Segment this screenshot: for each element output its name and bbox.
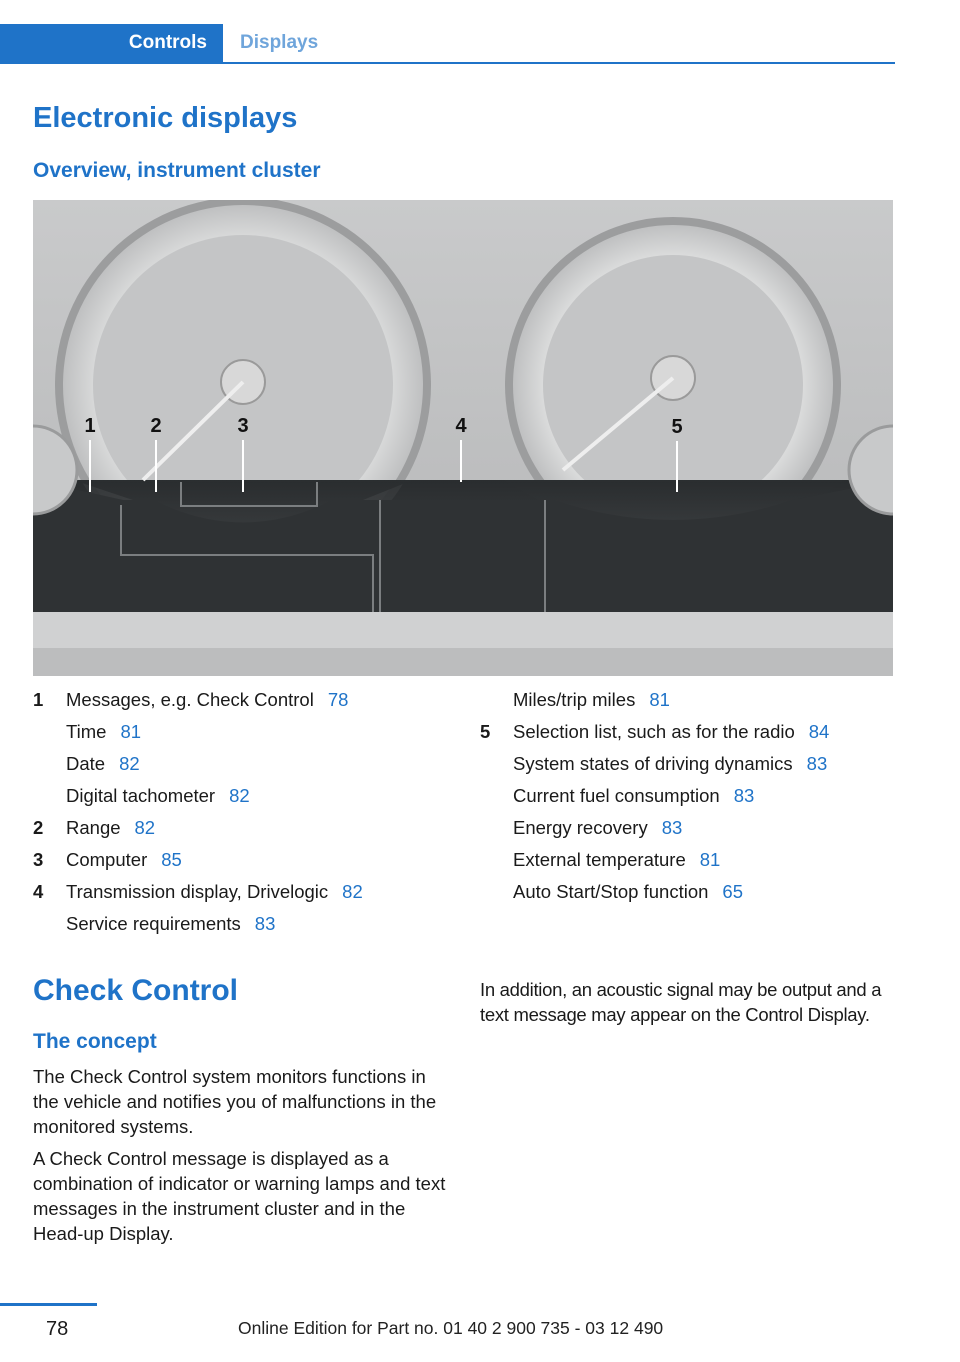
- chapter-header: [0, 24, 895, 64]
- page-reference-link[interactable]: 83: [733, 785, 755, 806]
- legend-number: 2: [33, 817, 44, 838]
- page-reference-link[interactable]: 78: [327, 689, 349, 710]
- legend-item: [33, 844, 363, 876]
- instrument-cluster-figure: [33, 200, 893, 676]
- page-reference-link[interactable]: 82: [342, 881, 363, 902]
- legend-item: [480, 812, 829, 844]
- legend-text: External temperature: [513, 849, 686, 870]
- page-reference-link[interactable]: 81: [120, 721, 142, 742]
- footer-rule: [0, 1303, 97, 1306]
- page-reference-link[interactable]: 82: [134, 817, 156, 838]
- legend-item: [33, 780, 363, 812]
- legend-text: Range: [66, 817, 121, 838]
- legend-item: [480, 684, 829, 716]
- legend-item: [33, 812, 363, 844]
- page-reference-link[interactable]: 65: [722, 881, 743, 902]
- legend-number: 5: [480, 721, 491, 742]
- legend-item: [480, 876, 829, 908]
- legend-item: [33, 716, 363, 748]
- legend-right: [480, 684, 829, 908]
- page-reference-link[interactable]: 84: [808, 721, 830, 742]
- svg-text:4: 4: [455, 415, 467, 437]
- legend-text: Miles/trip miles: [513, 689, 636, 710]
- svg-text:2: 2: [150, 415, 162, 437]
- legend-text: Selection list, such as for the radio: [513, 721, 795, 742]
- legend-text: Service requirements: [66, 913, 241, 934]
- concept-title: The concept: [33, 1030, 157, 1053]
- paragraph-message-display: A Check Control message is displayed as a combination of indicator or warning lamps and text messages in the instrument cluster and in the Head-up Display.: [33, 1148, 446, 1244]
- paragraph-monitoring: The Check Control system monitors functions in the vehicle and notifies you of malfunctions in the monitored systems.: [33, 1066, 437, 1137]
- legend-item: [33, 876, 363, 908]
- section-title: Electronic displays: [33, 102, 298, 134]
- page-reference-link[interactable]: 82: [229, 785, 250, 806]
- page-reference-link[interactable]: 83: [661, 817, 683, 838]
- legend-text: Auto Start/Stop function: [513, 881, 709, 902]
- page-reference-link[interactable]: 85: [161, 849, 182, 870]
- legend-number: 3: [33, 849, 44, 870]
- page-reference-link[interactable]: 81: [699, 849, 721, 870]
- legend-text: Transmission display, Drivelogic: [66, 881, 329, 902]
- legend-text: Digital tachometer: [66, 785, 216, 806]
- check-control-title: Check Control: [33, 974, 239, 1007]
- legend-item: [480, 716, 829, 748]
- legend-text: Computer: [66, 849, 148, 870]
- legend-item: [480, 844, 829, 876]
- svg-text:3: 3: [237, 415, 249, 437]
- legend-number: 1: [33, 689, 44, 710]
- legend-left: [33, 684, 363, 940]
- legend-text: Messages, e.g. Check Control: [66, 689, 314, 710]
- legend-number: 4: [33, 881, 44, 902]
- legend-item: [33, 684, 363, 716]
- subsection-title: Overview, instrument cluster: [33, 159, 321, 182]
- page-number: 78: [46, 1318, 69, 1340]
- legend-item: [33, 748, 363, 780]
- paragraph-acoustic-signal: In addition, an acoustic signal may be output and a text message may appear on the Control Display.: [480, 979, 882, 1025]
- page-reference-link[interactable]: 83: [254, 913, 276, 934]
- legend-item: [33, 908, 363, 940]
- svg-text:5: 5: [671, 416, 683, 438]
- page-reference-link[interactable]: 81: [649, 689, 670, 710]
- legend-text: Date: [66, 753, 106, 774]
- legend-item: [480, 780, 829, 812]
- legend-item: [480, 748, 829, 780]
- svg-text:1: 1: [84, 415, 96, 437]
- page-reference-link[interactable]: 83: [806, 753, 828, 774]
- legend-text: Time: [66, 721, 107, 742]
- tab-displays[interactable]: Displays: [240, 32, 319, 53]
- legend-text: System states of driving dynamics: [513, 753, 793, 774]
- tab-controls[interactable]: Controls: [0, 24, 223, 62]
- legend-text: Current fuel consumption: [513, 785, 720, 806]
- edition-text: Online Edition for Part no. 01 40 2 900 735 - 03 12 490: [238, 1318, 664, 1338]
- legend-text: Energy recovery: [513, 817, 648, 838]
- page-reference-link[interactable]: 82: [119, 753, 140, 774]
